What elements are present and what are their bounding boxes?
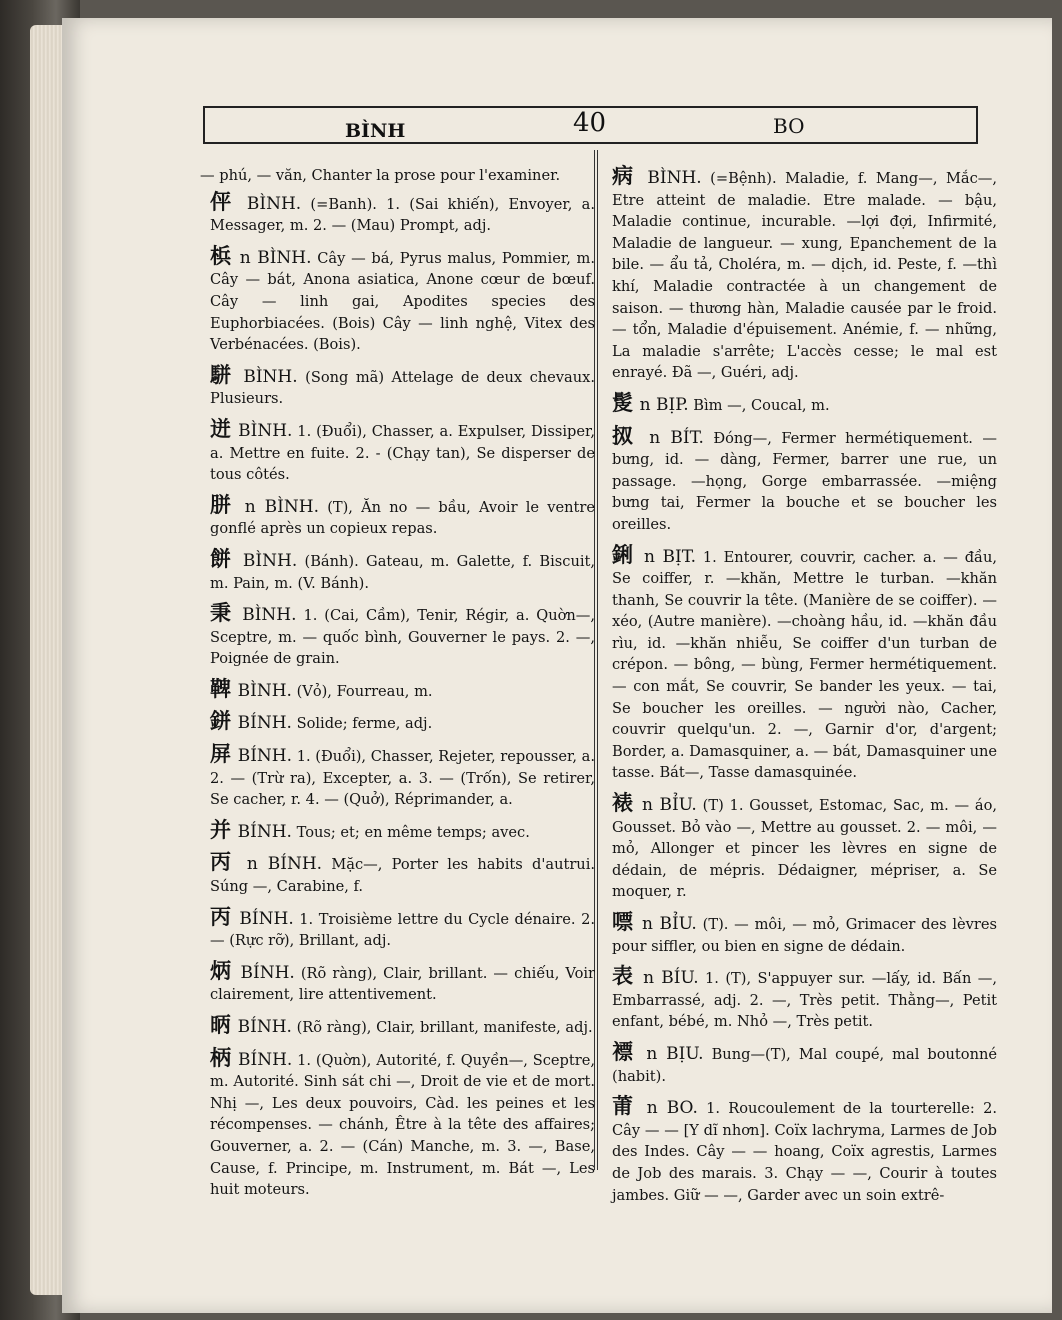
entry-headword: n BỈU. (641, 795, 697, 816)
entry-definition: 1. Roucoulement de la tourterelle: 2. Cây — — [Y dĩ nhơn]. Coïx lachryma, Larmes de Job des Indes. Cây — — hoang, Coïx agrestis, Larmes de Job des marais. 3. Chạy — —, Courir à toutes jambes. Giữ — —, Garder avec un soin extrê- (612, 1100, 997, 1204)
entry-character: 伻 (210, 188, 236, 214)
entry-headword: BÍNH. (237, 1049, 293, 1070)
entry-definition: Cây — bá, Pyrus malus, Pommier, m. Cây — bát, Anona asiatica, Anone cœur de bœuf. Cây — linh gai, Apodites species des Euphorbiacées. (Bois) Cây — linh nghệ, Vitex des Verbénacées. (Bois). (210, 249, 596, 354)
dictionary-entry (200, 165, 595, 187)
entry-definition: (Bánh). Gateau, m. Galette, f. Biscuit, m. Pain, m. (V. Bánh). (210, 552, 596, 592)
entry-character: 鉼 (210, 708, 231, 734)
entry-character: 并 (210, 816, 231, 842)
entry-definition: (=Banh). 1. (Sai khiến), Envoyer, a. Messager, m. 2. — (Mau) Prompt, adj. (210, 195, 596, 235)
entry-headword: n BỊT. (644, 546, 697, 567)
dictionary-entry (210, 1014, 595, 1039)
entry-headword: BÌNH. (246, 193, 302, 214)
entry-headword: BÌNH. (242, 550, 298, 571)
entry-headword: n BỊP. (639, 394, 689, 415)
dictionary-entry (612, 1038, 998, 1087)
entry-headword: BÍNH. (239, 908, 294, 929)
entry-character: 丙 (210, 903, 232, 929)
entry-character: 秉 (210, 600, 234, 626)
entry-definition: (Song mã) Attelage de deux chevaux. Plusieurs. (210, 368, 595, 408)
dictionary-entry (612, 541, 998, 785)
dictionary-entry (210, 545, 596, 594)
entry-character: 㧐 (612, 422, 638, 448)
entry-definition: Đóng—, Fermer hermétiquement. — bưng, id. — dàng, Fermer, barrer une rue, un passage. —họng, Gorge embarrassée. —miệng bưng tai, Fermer la bouche et se boucher les oreilles. (612, 429, 997, 533)
entry-definition: 1. Troisième lettre du Cycle dénaire. 2. — (Rực rỡ), Brillant, adj. (210, 910, 595, 950)
dictionary-entry (612, 911, 997, 957)
entry-definition: Bung—(T), Mal coupé, mal boutonné (habit). (612, 1045, 998, 1085)
dictionary-entry (210, 602, 595, 670)
entry-definition: (=Bệnh). Maladie, f. Mang—, Mắc—, Etre atteint de maladie. Etre malade. — bậu, Maladie continue, incurable. —lợi đợi, Infirmité, Maladie de langueur. — xung, Epanchement de la bile. — ẩu tả, Choléra, m. — dịch, id. Peste, f. —thì khí, Maladie contractée à un changement de saison. — thương hàn, Maladie causée par le froid. — tổn, Maladie d'épuisement. Anémie, f. — những, La maladie s'arrête; L'accès cesse; le mal est enrayé. Đã —, Guéri, adj. (612, 170, 998, 382)
entry-definition: Tous; et; en même temps; avec. (296, 823, 530, 841)
dictionary-entry (612, 422, 997, 536)
entry-headword: BÌNH. (238, 420, 293, 441)
entry-definition: Solide; ferme, adj. (296, 715, 433, 733)
entry-character: 昞 (210, 1012, 231, 1037)
entry-headword: n BÍU. (643, 968, 699, 989)
entry-definition: 1. (Đuổi), Chasser, a. Expulser, Dissiper, a. Mettre en fuite. 2. - (Chạy tan), Se disperser de tous côtés. (210, 422, 596, 484)
dictionary-entry (210, 851, 595, 897)
entry-definition: Mặc—, Porter les habits d'autrui. Súng —, Carabine, f. (210, 856, 596, 896)
entry-character: 駢 (210, 361, 234, 387)
entry-character: 餅 (210, 545, 234, 571)
page-number: 40 (573, 108, 607, 138)
entry-definition: 1. (Đuổi), Chasser, Rejeter, repousser, a. 2. — (Trừ ra), Excepter, a. 3. — (Trốn), Se retirer, Se cacher, r. 4. — (Quở), Réprimander, a. (210, 748, 596, 809)
entry-character: 鞞 (210, 675, 231, 701)
entry-definition: 1. (T), S'appuyer sur. —lấy, id. Bấn —, Embarrassé, adj. 2. —, Très petit. Thằng—, Petit enfant, bébé, m. Nhỏ —, Très petit. (612, 970, 998, 1031)
entry-headword: BÌNH. (647, 168, 702, 188)
entry-character: 裱 (612, 790, 635, 816)
dictionary-entry (612, 165, 997, 384)
entry-character: 丙 (210, 849, 236, 875)
entry-character: 褾 (612, 1038, 637, 1064)
entry-definition: Bìm —, Coucal, m. (693, 396, 830, 414)
entry-character: 梹 (210, 242, 233, 268)
dictionary-entry (210, 710, 595, 735)
entry-headword: BÌNH. (242, 605, 297, 626)
dictionary-entry (612, 389, 997, 417)
entry-definition: 1. (Cai, Cầm), Tenir, Régir, a. Quờn—, Sceptre, m. — quốc bình, Gouverner le pays. 2. —, Poignée de grain. (210, 607, 596, 668)
left-column (200, 165, 596, 1199)
dictionary-entry (210, 415, 596, 486)
dictionary-entry (612, 792, 997, 903)
entry-character: 迸 (210, 415, 232, 441)
entry-character: 病 (612, 163, 637, 188)
dictionary-entry (210, 242, 596, 356)
entry-character: 屏 (210, 741, 232, 767)
dictionary-entry (210, 188, 596, 237)
dictionary-entry (210, 675, 595, 703)
entry-headword: BÍNH. (237, 713, 292, 734)
dictionary-entry (210, 957, 596, 1006)
entry-headword: n BỈU. (641, 914, 697, 934)
header-left-guideword: BÌNH (345, 120, 406, 142)
entry-definition: (Rõ ràng), Clair, brillant, manifeste, adj. (296, 1019, 593, 1036)
entry-headword: n BÍT. (649, 427, 704, 448)
entry-definition: (T). — môi, — mỏ, Grimacer des lèvres pour siffler, ou bien en signe de dédain. (612, 916, 998, 955)
dictionary-entry (210, 816, 595, 844)
entry-definition: 1. (Quờn), Autorité, f. Quyền—, Sceptre, m. Autorité. Sinh sát chi —, Droit de vie et de mort. Nhị —, Les deux pouvoirs, Càd. les peines et les récompenses. — chánh, Être à la tête des affaires; Gouverner, a. 2. — (Cán) Manche, m. 3. —, Base, Cause, f. Principe, m. Instrument, m. Bát —, Les huit moteurs. (210, 1051, 596, 1199)
entry-character: 嘌 (612, 909, 635, 934)
entry-headword: n BÌNH. (244, 496, 319, 517)
entry-character: 莆 (612, 1093, 637, 1119)
entry-character: 胼 (210, 491, 235, 517)
entry-character: 鋓 (612, 541, 636, 567)
dictionary-entry (210, 491, 596, 540)
entry-definition: (Vỏ), Fourreau, m. (296, 682, 433, 700)
entry-headword: BÌNH. (243, 366, 298, 387)
entry-headword: n BỊU. (646, 1043, 704, 1064)
dictionary-entry (210, 903, 595, 952)
entry-headword: BÍNH. (237, 746, 293, 767)
dictionary-entry (210, 743, 595, 811)
entry-definition: (T), Ăn no — bầu, Avoir le ventre gonflé après un copieux repas. (210, 498, 596, 538)
dictionary-entry (210, 361, 595, 410)
entry-character: 表 (612, 963, 635, 989)
dictionary-entry (210, 1044, 596, 1201)
right-column (602, 163, 998, 1204)
entry-headword: BÍNH. (237, 821, 292, 842)
entry-definition: (Rõ ràng), Clair, brillant. — chiếu, Voir clairement, lire attentivement. (210, 964, 596, 1004)
entry-definition: 1. Entourer, couvrir, cacher. a. — đầu, Se coiffer, r. —khăn, Mettre le turban. —khăn thanh, Se couvrir la tête. (Manière de se coiffer). — xéo, (Autre manière). —choàng hầu, id. —khăn đầu rìu, id. —khăn nhiễu, Se coiffer d'un turban de crépon. — bông, — bùng, Fermer hermétiquement. — con mắt, Se couvrir, Se bander les yeux. — tai, Se boucher les oreilles. — người nào, Cacher, couvrir quelqu'un. 2. —, Garnir d'or, d'argent; Border, a. Damasquiner, a. — bát, Damasquiner une tasse. Bát—, Tasse damasquinée. (612, 548, 998, 782)
entry-headword: n BÌNH. (239, 247, 312, 268)
running-header (203, 106, 978, 144)
dictionary-entry (612, 965, 997, 1033)
entry-definition: (T) 1. Gousset, Estomac, Sac, m. — áo, Gousset. Bỏ vào —, Mettre au gousset. 2. — môi, — mỏ, Allonger et pincer les lèvres en signe de dédain, de mépris. Dédaigner, mépriser, a. Se moquer, r. (612, 797, 998, 901)
entry-headword: n BÍNH. (246, 854, 323, 875)
entry-character: 柄 (210, 1044, 232, 1070)
entry-character: 髲 (612, 389, 633, 415)
dictionary-entry (612, 1095, 997, 1206)
entry-headword: BÍNH. (240, 962, 295, 983)
entry-character: 炳 (210, 957, 233, 983)
header-right-guideword: BO (773, 114, 805, 138)
entry-headword: n BO. (646, 1098, 698, 1119)
entry-headword: BÍNH. (237, 1017, 292, 1037)
entry-definition: — phú, — văn, Chanter la prose pour l'examiner. (200, 167, 561, 184)
entry-headword: BÌNH. (237, 680, 292, 701)
